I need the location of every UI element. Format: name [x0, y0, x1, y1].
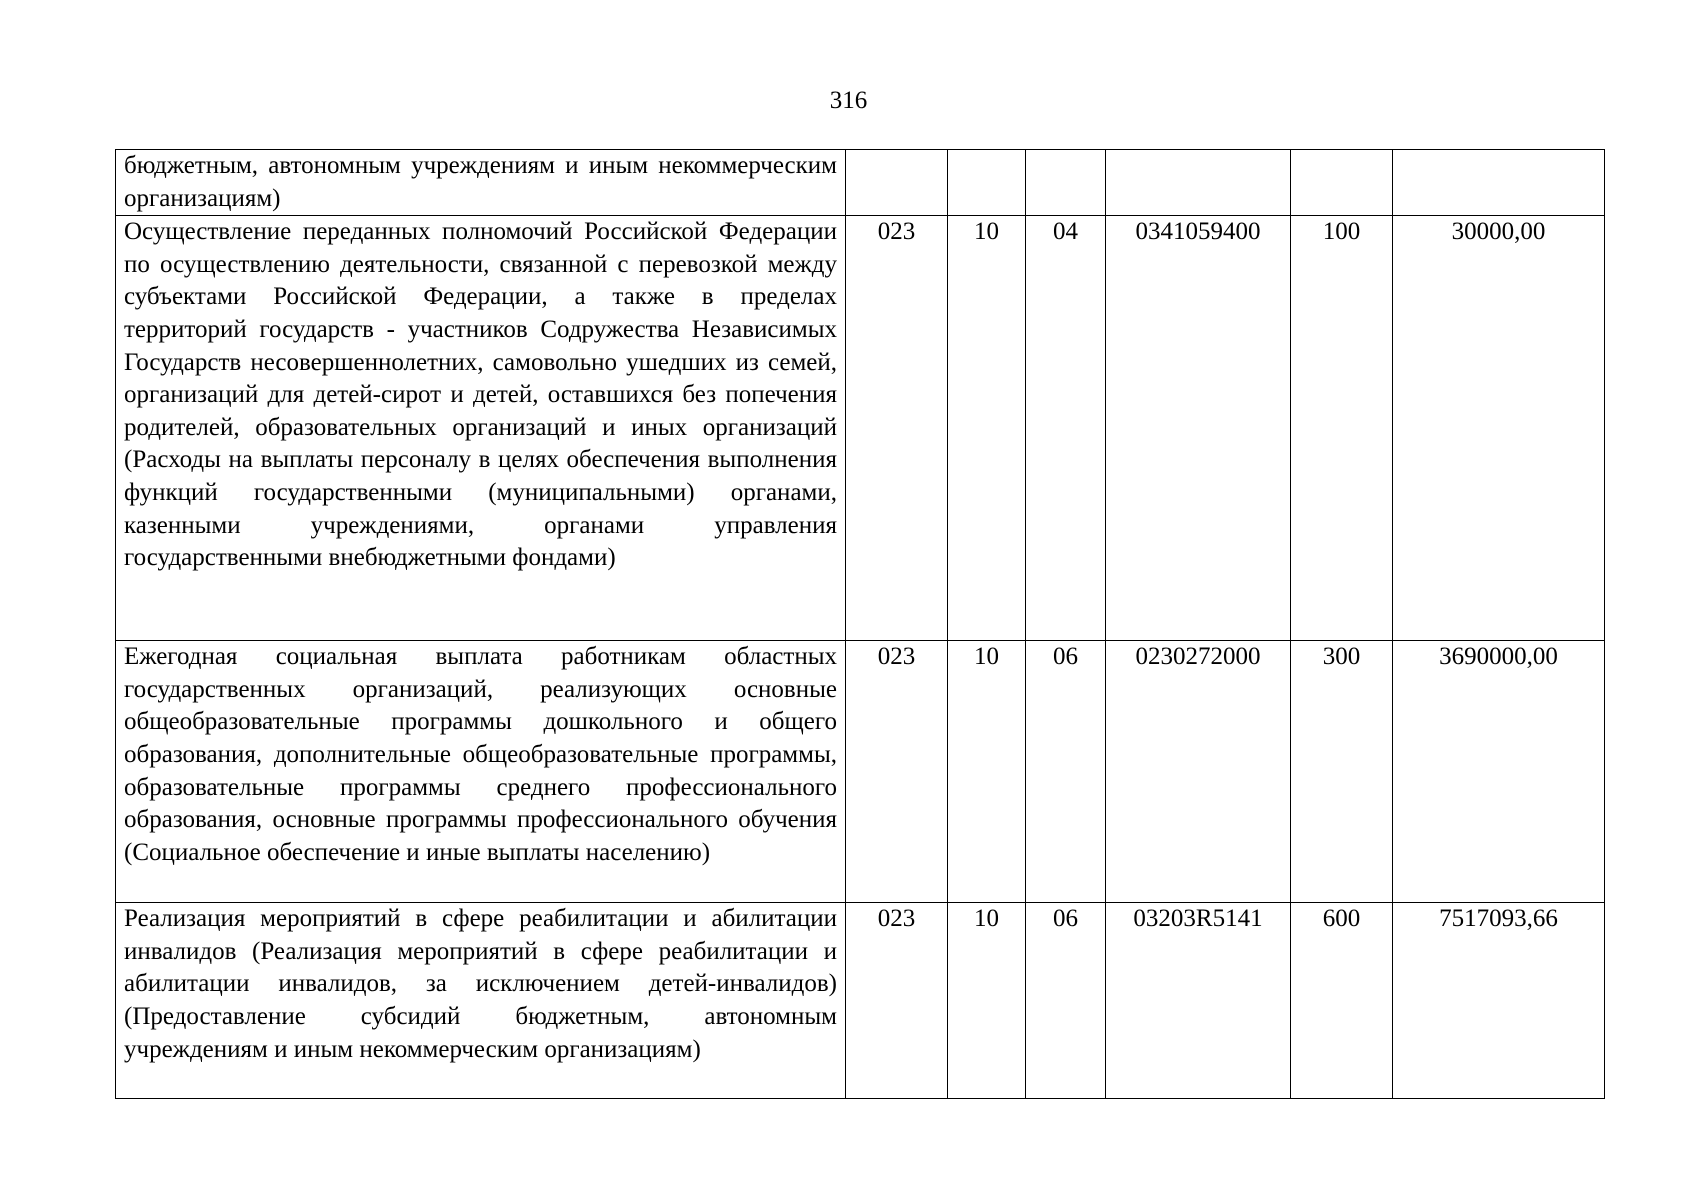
row-section-code — [948, 150, 1026, 216]
row-subsection-code: 06 — [1026, 903, 1106, 1099]
row-amount: 30000,00 — [1393, 216, 1605, 641]
row-amount — [1393, 150, 1605, 216]
row-section-code: 10 — [948, 216, 1026, 641]
row-section-code: 10 — [948, 903, 1026, 1099]
budget-table — [115, 149, 1605, 1099]
row-target-article-code: 03203R5141 — [1106, 903, 1291, 1099]
row-target-article-code: 0230272000 — [1106, 641, 1291, 903]
page-number: 316 — [829, 87, 868, 114]
row-subsection-code: 06 — [1026, 641, 1106, 903]
row-subsection-code — [1026, 150, 1106, 216]
row-section-code: 10 — [948, 641, 1026, 903]
row-amount: 3690000,00 — [1393, 641, 1605, 903]
row-expense-type-code — [1291, 150, 1393, 216]
row-grbs-code: 023 — [846, 216, 948, 641]
row-amount: 7517093,66 — [1393, 903, 1605, 1099]
row-description: Осуществление переданных полномочий Российской Федерации по осуществлению деятельности, связанной с перевозкой между субъектами Российской Федерации, а также в пределах территорий государств - участников Содружества Независимых Государств несовершеннолетних, самовольно ушедших из семей, организаций для детей-сирот и детей, оставшихся без попечения родителей, образовательных организаций и иных организаций (Расходы на выплаты персоналу в целях обеспечения выполнения функций государственными (муниципальными) органами, казенными учреждениями, органами управления государственными внебюджетными фондами) — [116, 216, 846, 641]
row-description: Ежегодная социальная выплата работникам областных государственных организаций, реализующих основные общеобразовательные программы дошкольного и общего образования, дополнительные общеобразовательные программы, образовательные программы среднего профессионального образования, основные программы профессионального обучения (Социальное обеспечение и иные выплаты населению) — [116, 641, 846, 903]
table-row — [116, 903, 1605, 1099]
row-target-article-code: 0341059400 — [1106, 216, 1291, 641]
row-expense-type-code: 300 — [1291, 641, 1393, 903]
row-target-article-code — [1106, 150, 1291, 216]
row-description: бюджетным, автономным учреждениям и иным некоммерческим организациям) — [116, 150, 846, 216]
table-row — [116, 216, 1605, 641]
row-grbs-code — [846, 150, 948, 216]
row-subsection-code: 04 — [1026, 216, 1106, 641]
row-grbs-code: 023 — [846, 641, 948, 903]
row-expense-type-code: 600 — [1291, 903, 1393, 1099]
row-grbs-code: 023 — [846, 903, 948, 1099]
table-row — [116, 641, 1605, 903]
table-row — [116, 150, 1605, 216]
row-description: Реализация мероприятий в сфере реабилитации и абилитации инвалидов (Реализация мероприятий в сфере реабилитации и абилитации инвалидов, за исключением детей-инвалидов) (Предоставление субсидий бюджетным, автономным учреждениям и иным некоммерческим организациям) — [116, 903, 846, 1099]
row-expense-type-code: 100 — [1291, 216, 1393, 641]
